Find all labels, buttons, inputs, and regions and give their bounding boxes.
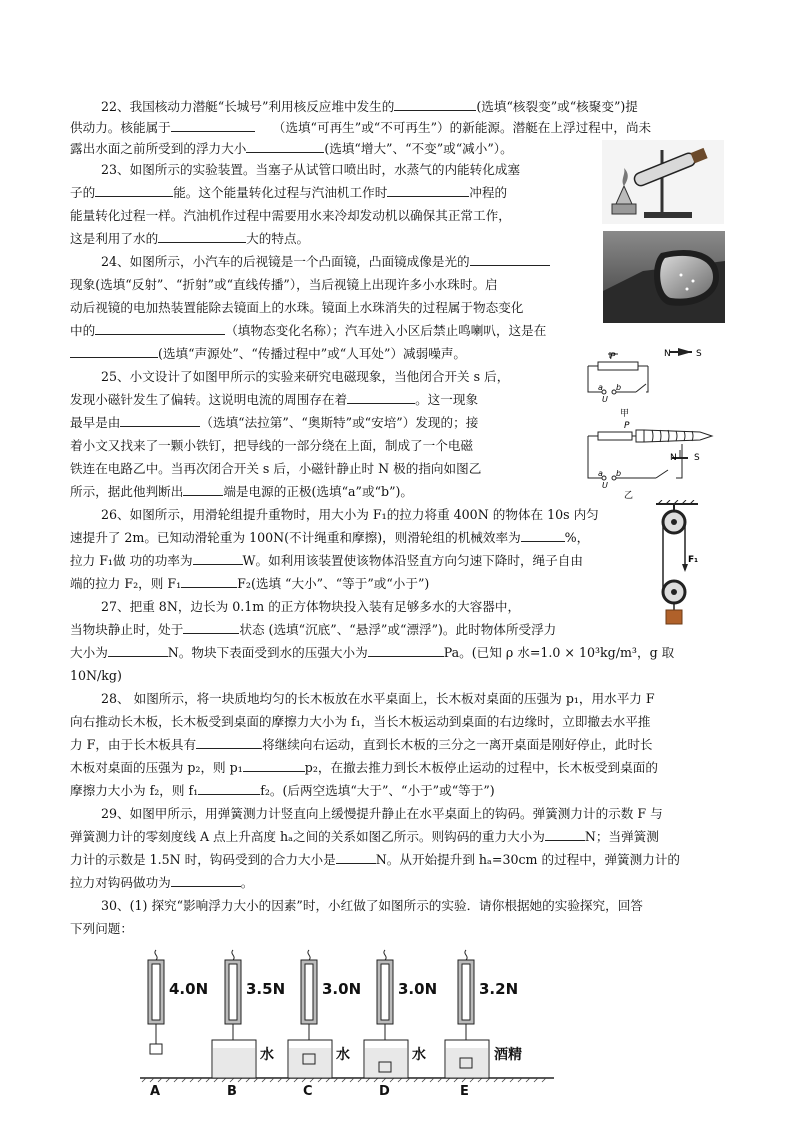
label-U-1: U [602, 395, 608, 404]
q26-blank-3[interactable] [181, 574, 237, 588]
letter-D: D [379, 1084, 390, 1099]
label-jia: 甲 [620, 409, 630, 419]
q27-line1: 27、把重 8N，边长为 0.1m 的正方体物块投入装有足够多水的大容器中， [101, 599, 521, 614]
reading-A: 4.0N [169, 980, 209, 998]
q22-line1: 22、我国核动力潜艇“长城号”利用核反应堆中发生的 (选填“核裂变”或“核聚变”)提 [101, 99, 638, 114]
label-F1: F₁ [688, 555, 699, 565]
buoyancy-experiment-figure [136, 944, 556, 1102]
label-S-2: S [694, 453, 700, 463]
label-a-1: a [598, 383, 603, 392]
q28-blank-1[interactable] [196, 735, 262, 749]
q22-blank-3[interactable] [246, 139, 324, 153]
q23-blank-1[interactable] [95, 183, 173, 197]
q25-blank-3[interactable] [183, 482, 223, 496]
q29-blank-3[interactable] [171, 873, 241, 887]
q27-line2: 当物块静止时，处于 状态 (选填“沉底”、“悬浮”或“漂浮”)。此时物体所受浮力 [70, 622, 557, 637]
letter-B: B [227, 1084, 237, 1099]
label-N-2: N [670, 453, 677, 463]
letter-A: A [150, 1084, 161, 1099]
q26-line4: 端的拉力 F₂，则 F₁ F₂(选填 “大小”、“等于”或“小于”) [70, 576, 430, 591]
q24-blank-1[interactable] [470, 252, 550, 266]
q29-line3: 力计的示数是 1.5N 时，钩码受到的合力大小是 N。从开始提升到 hₐ=30cm 的过程中，弹簧测力计的 [70, 852, 681, 867]
q24-blank-3[interactable] [70, 344, 158, 358]
car-mirror-figure [603, 231, 725, 323]
label-N-1: N [664, 349, 671, 359]
q23-line1: 23、如图所示的实验装置。当塞子从试管口喷出时，水蒸气的内能转化成塞 [101, 162, 521, 177]
q29-blank-2[interactable] [336, 850, 376, 864]
q26-line1: 26、如图所示，用滑轮组提升重物时，用大小为 F₁的拉力将重 400N 的物体在 10s 内匀 [101, 507, 599, 522]
q28-blank-2[interactable] [243, 758, 305, 772]
pulley-figure [652, 500, 702, 628]
q28-line3: 力 F，由于长木板具有 将继续向右运动，直到长木板的三分之一离开桌面是刚好停止，此时长 [70, 737, 653, 752]
q23-blank-2[interactable] [387, 183, 469, 197]
label-P-1: P [610, 352, 616, 362]
liquid-C: 水 [336, 1047, 350, 1063]
q28-line1: 28、 如图所示，将一块质地均匀的长木板放在水平桌面上，长木板对桌面的压强为 p₁，用水平力 F [101, 691, 655, 706]
q29-line2: 弹簧测力计的零刻度线 A 点上升高度 hₐ之间的关系如图乙所示。则钩码的重力大小为 N；当弹簧测 [70, 829, 659, 844]
q23-blank-3[interactable] [158, 229, 246, 243]
reading-D: 3.0N [398, 980, 438, 998]
q23-line3: 能量转化过程一样。汽油机作过程中需要用水来冷却发动机以确保其正常工作， [70, 208, 511, 223]
liquid-D: 水 [412, 1047, 426, 1063]
q25-blank-2[interactable] [120, 413, 200, 427]
q25-line2: 发现小磁针发生了偏转。这说明电流的周围存在着 。这一现象 [70, 392, 479, 407]
reading-C: 3.0N [322, 980, 362, 998]
q25-line5: 铁连在电路乙中。当再次闭合开关 s 后，小磁针静止时 N 极的指向如图乙 [70, 461, 482, 476]
q23-line2: 子的 能。这个能量转化过程与汽油机工作时 冲程的 [70, 185, 508, 200]
letter-C: C [303, 1084, 313, 1099]
q22-line3: 露出水面之前所受到的浮力大小 (选填“增大”、“不变”或“减小”）。 [70, 141, 513, 156]
q24-blank-2[interactable] [95, 321, 225, 335]
q29-line1: 29、如图甲所示，用弹簧测力计竖直向上缓慢提升静止在水平桌面上的钩码。弹簧测力计的示数 F 与 [101, 806, 663, 821]
q26-line2: 速提升了 2m。已知动滑轮重为 100N(不计绳重和摩擦)，则滑轮组的机械效率为 %， [70, 530, 590, 545]
q26-blank-1[interactable] [521, 528, 565, 542]
q27-line4: 10N/kg) [70, 668, 122, 683]
label-P-2: P [624, 421, 630, 431]
q24-line4: 中的 （填物态变化名称）；汽车进入小区后禁止鸣喇叭，这是在 [70, 323, 547, 338]
q27-blank-1[interactable] [183, 620, 239, 634]
label-yi: 乙 [624, 491, 634, 501]
letter-E: E [460, 1084, 469, 1099]
q22-blank-1[interactable] [394, 97, 476, 111]
q27-blank-3[interactable] [368, 643, 444, 657]
q29-blank-1[interactable] [545, 827, 585, 841]
electromagnet-circuit-figure [580, 332, 732, 502]
q26-line3: 拉力 F₁做 功的功率为 W。如利用该装置使该物体沿竖直方向匀速下降时，绳子自由 [70, 553, 583, 568]
liquid-E: 酒精 [494, 1047, 522, 1063]
q26-blank-2[interactable] [193, 551, 243, 565]
q25-line3: 最早是由 （选填“法拉第”、“奥斯特”或“安培”）发现的；接 [70, 415, 479, 430]
q27-line3: 大小为 N。物块下表面受到水的压强大小为 Pa。(已知 ρ 水=1.0 × 10³kg/m³，g 取 [70, 645, 675, 660]
reading-E: 3.2N [479, 980, 519, 998]
label-b-2: b [616, 469, 622, 478]
label-U-2: U [602, 481, 608, 490]
q28-blank-3[interactable] [198, 781, 260, 795]
q25-line4: 着小文又找来了一颗小铁钉，把导线的一部分绕在上面，制成了一个电磁 [70, 438, 473, 453]
q30-line1: 30、(1) 探究“影响浮力大小的因素”时，小红做了如图所示的实验．请你根据她的实验探究，回答 [101, 898, 643, 913]
q22-blank-2[interactable] [171, 118, 255, 132]
q24-line3: 动后视镜的电加热装置能除去镜面上的水珠。镜面上水珠消失的过程属于物态变化 [70, 300, 524, 315]
q25-blank-1[interactable] [347, 390, 415, 404]
q22-line2: 供动力。核能属于 （选填“可再生”或“不可再生”）的新能源。潜艇在上浮过程中，尚未 [70, 120, 652, 135]
q29-line4: 拉力对钩码做功为 。 [70, 875, 254, 890]
q30-line2: 下列问题： [70, 921, 133, 936]
q28-line5: 摩擦力大小为 f₂，则 f₁ f₂。(后两空选填“大于”、“小于”或“等于”) [70, 783, 495, 798]
q27-blank-2[interactable] [108, 643, 168, 657]
reading-B: 3.5N [246, 980, 286, 998]
liquid-B: 水 [260, 1047, 274, 1063]
q24-line2: 现象(选填“反射”、“折射”或“直线传播”），当后视镜上出现许多小水珠时。启 [70, 277, 498, 292]
label-b-1: b [616, 383, 622, 392]
q23-line4: 这是利用了水的 大的特点。 [70, 231, 310, 246]
steam-tube-figure [602, 140, 724, 224]
q25-line1: 25、小文设计了如图甲所示的实验来研究电磁现象，当他闭合开关 s 后， [101, 369, 510, 384]
q24-line1: 24、如图所示，小汽车的后视镜是一个凸面镜，凸面镜成像是光的 [101, 252, 550, 271]
q24-line5: (选填“声源处”、“传播过程中”或“人耳处”）减弱噪声。 [70, 344, 466, 363]
label-S-1: S [696, 349, 702, 359]
label-a-2: a [598, 469, 603, 478]
q28-line2: 向右推动长木板，长木板受到桌面的摩擦力大小为 f₁，当长木板运动到桌面的右边缘时，立即撤去水平推 [70, 714, 651, 729]
q25-line6: 所示，据此他判断出 端是电源的正极(选填“a”或“b”)。 [70, 484, 414, 499]
q28-line4: 木板对桌面的压强为 p₂，则 p₁ p₂，在撤去推力到长木板停止运动的过程中，长木板受到桌面的 [70, 760, 658, 775]
